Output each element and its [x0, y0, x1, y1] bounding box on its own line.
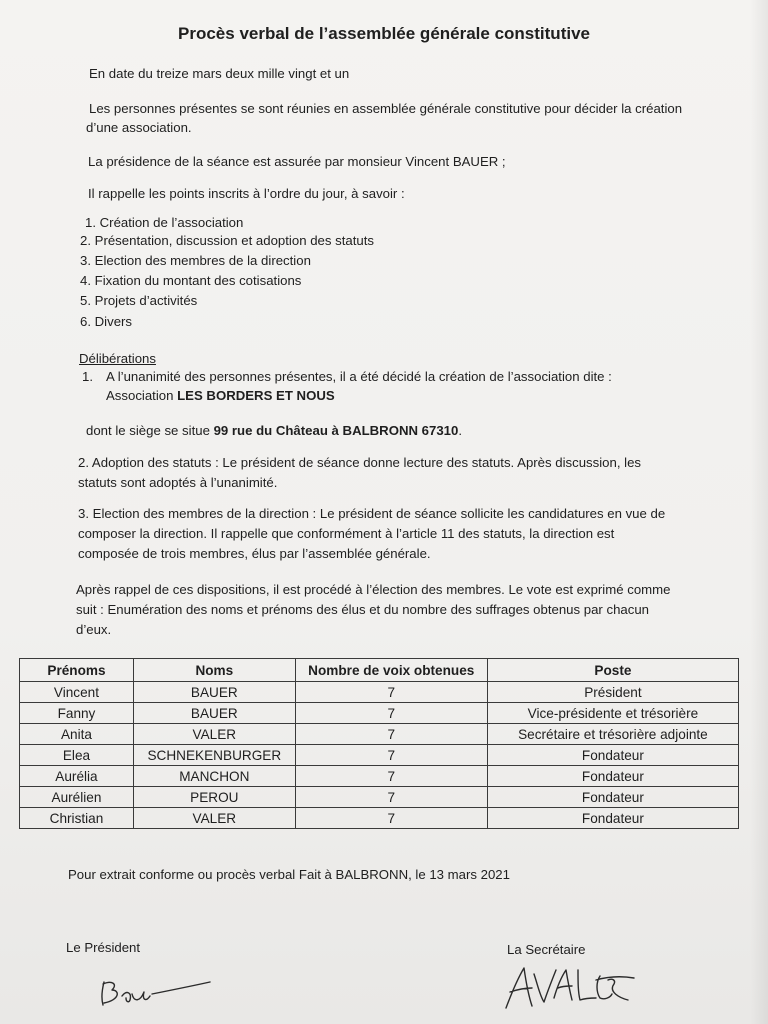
page-edge-shadow [750, 0, 768, 1024]
association-name: LES BORDERS ET NOUS [177, 388, 335, 403]
cell-poste: Fondateur [487, 766, 738, 787]
date-line: En date du treize mars deux mille vingt et un [89, 66, 350, 81]
deliberation-2-line-1: 2. Adoption des statuts : Le président de séance donne lecture des statuts. Après discussion, les [78, 455, 642, 470]
siege-prefix: dont le siège se situe [86, 423, 214, 438]
cell-poste: Fondateur [487, 745, 738, 766]
cell-poste: Fondateur [487, 787, 738, 808]
secretary-label: La Secrétaire [507, 942, 586, 957]
cell-voix: 7 [295, 745, 487, 766]
agenda-item-5: 5. Projets d’activités [80, 293, 198, 308]
cell-nom: MANCHON [133, 766, 295, 787]
cell-poste: Secrétaire et trésorière adjointe [487, 724, 738, 745]
cell-nom: VALER [133, 724, 295, 745]
header-voix: Nombre de voix obtenues [295, 659, 487, 682]
cell-voix: 7 [295, 787, 487, 808]
cell-nom: BAUER [133, 703, 295, 724]
cell-prenom: Anita [20, 724, 134, 745]
cell-prenom: Fanny [20, 703, 134, 724]
cell-voix: 7 [295, 703, 487, 724]
cell-prenom: Vincent [20, 682, 134, 703]
header-prenoms: Prénoms [20, 659, 134, 682]
presidence-line: La présidence de la séance est assurée par monsieur Vincent BAUER ; [88, 154, 506, 169]
closing-line: Pour extrait conforme ou procès verbal Fait à BALBRONN, le 13 mars 2021 [68, 867, 510, 882]
cell-nom: SCHNEKENBURGER [133, 745, 295, 766]
table-row [20, 724, 739, 745]
cell-prenom: Elea [20, 745, 134, 766]
deliberation-3-line-3: composée de trois membres, élus par l’assemblée générale. [78, 546, 431, 561]
agenda-item-2: 2. Présentation, discussion et adoption des statuts [80, 233, 374, 248]
cell-poste: Fondateur [487, 808, 738, 829]
president-label: Le Président [66, 940, 141, 955]
cell-nom: VALER [133, 808, 295, 829]
deliberation-2-line-2: statuts sont adoptés à l’unanimité. [78, 475, 278, 490]
cell-voix: 7 [295, 724, 487, 745]
table-row [20, 745, 739, 766]
cell-poste: Président [487, 682, 738, 703]
deliberation-3-line-2: composer la direction. Il rappelle que conformément à l’article 11 des statuts, la direction est [78, 526, 615, 541]
vote-line-1: Après rappel de ces dispositions, il est procédé à l’élection des membres. Le vote est exprimé comme [76, 582, 671, 597]
vote-line-3: d’eux. [76, 622, 112, 637]
agenda-item-1: 1. Création de l’association [85, 215, 244, 230]
intro-line-2: d’une association. [86, 120, 192, 135]
deliberation-1-line-2 [106, 388, 335, 404]
vote-line-2: suit : Enumération des noms et prénoms des élus et du nombre des suffrages obtenus par chacun [76, 602, 650, 617]
secretary-signature [500, 958, 640, 1014]
table-header-row [20, 659, 739, 682]
siege-suffix: . [458, 423, 463, 438]
president-signature [92, 972, 222, 1012]
agenda-item-3: 3. Election des membres de la direction [80, 253, 311, 268]
deliberation-1-number: 1. [82, 369, 93, 384]
table-row [20, 787, 739, 808]
association-prefix: Association [106, 388, 178, 403]
header-poste: Poste [487, 659, 738, 682]
agenda-item-4: 4. Fixation du montant des cotisations [80, 273, 302, 288]
ordre-du-jour-intro: Il rappelle les points inscrits à l’ordre du jour, à savoir : [88, 186, 405, 201]
cell-nom: PEROU [133, 787, 295, 808]
deliberation-3-line-1: 3. Election des membres de la direction : Le président de séance sollicite les candidatures en vue de [78, 506, 666, 521]
deliberations-heading: Délibérations [79, 351, 156, 366]
cell-prenom: Aurélia [20, 766, 134, 787]
agenda-item-6: 6. Divers [80, 314, 133, 329]
document-title: Procès verbal de l’assemblée générale constitutive [178, 24, 590, 43]
cell-voix: 7 [295, 766, 487, 787]
cell-prenom: Christian [20, 808, 134, 829]
cell-voix: 7 [295, 808, 487, 829]
intro-line-1: Les personnes présentes se sont réunies en assemblée générale constitutive pour décider la création [89, 101, 683, 116]
cell-poste: Vice-présidente et trésorière [487, 703, 738, 724]
cell-prenom: Aurélien [20, 787, 134, 808]
deliberation-1-line-1: A l’unanimité des personnes présentes, il a été décidé la création de l’association dite : [106, 369, 612, 384]
cell-nom: BAUER [133, 682, 295, 703]
header-noms: Noms [133, 659, 295, 682]
siege-address: 99 rue du Château à BALBRONN 67310 [213, 423, 459, 438]
table-row [20, 682, 739, 703]
table-row [20, 703, 739, 724]
siege-line [86, 423, 462, 439]
cell-voix: 7 [295, 682, 487, 703]
election-results-table [19, 658, 739, 829]
table-row [20, 808, 739, 829]
table-row [20, 766, 739, 787]
